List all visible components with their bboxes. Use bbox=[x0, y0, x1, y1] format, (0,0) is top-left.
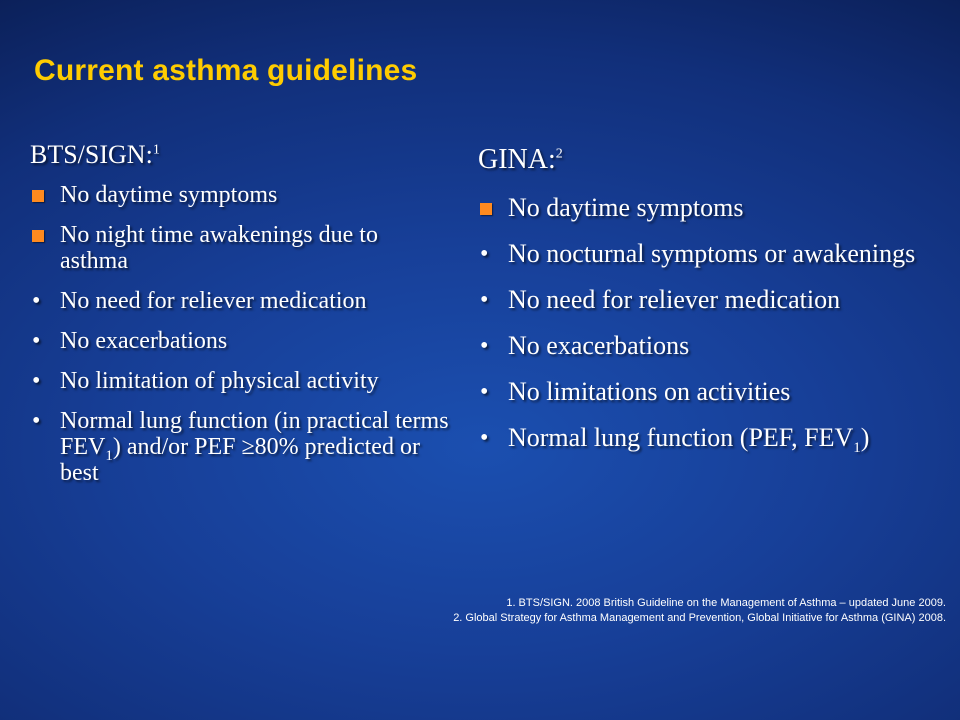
square-bullet-icon bbox=[32, 190, 44, 202]
criterion-text-end: ) bbox=[860, 423, 870, 452]
round-bullet-icon: • bbox=[480, 379, 489, 405]
list-item bbox=[30, 288, 450, 314]
bts-sign-reference-marker: 1 bbox=[152, 142, 160, 158]
slide-title: Current asthma guidelines bbox=[34, 54, 418, 87]
fev-subscript: 1 bbox=[105, 447, 113, 464]
square-bullet-icon bbox=[480, 203, 492, 215]
criterion-text: No need for reliever medication bbox=[508, 285, 841, 314]
gina-heading-text: GINA: bbox=[478, 144, 556, 175]
list-item bbox=[478, 331, 948, 361]
bts-sign-heading-text: BTS/SIGN: bbox=[30, 140, 153, 169]
list-item bbox=[30, 182, 450, 208]
criterion-text: No daytime symptoms bbox=[60, 182, 278, 208]
list-item bbox=[478, 239, 948, 269]
reference-2: 2. Global Strategy for Asthma Management and Prevention, Global Initiative for Asthma (GINA) 2008. bbox=[453, 612, 946, 624]
list-item bbox=[30, 328, 450, 354]
list-item bbox=[30, 408, 450, 486]
round-bullet-icon: • bbox=[32, 328, 41, 354]
criterion-text: No limitation of physical activity bbox=[60, 368, 379, 394]
round-bullet-icon: • bbox=[480, 241, 489, 267]
criterion-text-end: ) and/or PEF ≥80% predicted or best bbox=[60, 434, 420, 486]
gina-column bbox=[478, 145, 948, 469]
bts-sign-criteria-list bbox=[30, 182, 450, 486]
square-bullet-icon bbox=[32, 230, 44, 242]
round-bullet-icon: • bbox=[480, 425, 489, 451]
list-item bbox=[30, 368, 450, 394]
criterion-text: No nocturnal symptoms or awakenings bbox=[508, 239, 916, 268]
round-bullet-icon: • bbox=[480, 333, 489, 359]
list-item bbox=[478, 377, 948, 407]
criterion-text-start: Normal lung function (PEF, FEV bbox=[508, 423, 854, 452]
round-bullet-icon: • bbox=[32, 368, 41, 394]
gina-criteria-list bbox=[478, 193, 948, 457]
criterion-text: No exacerbations bbox=[508, 331, 690, 360]
fev-subscript: 1 bbox=[853, 440, 861, 457]
criterion-text: No need for reliever medication bbox=[60, 288, 367, 314]
bts-sign-column bbox=[30, 140, 450, 500]
references bbox=[453, 596, 946, 626]
list-item bbox=[30, 222, 450, 274]
round-bullet-icon: • bbox=[32, 288, 41, 314]
criterion-text: No night time awakenings due to asthma bbox=[60, 222, 378, 274]
criterion-text: No limitations on activities bbox=[508, 377, 791, 406]
list-item bbox=[478, 423, 948, 457]
criterion-text-start: Normal lung function (in practical terms FEV bbox=[60, 408, 449, 460]
list-item bbox=[478, 193, 948, 223]
gina-reference-marker: 2 bbox=[555, 146, 563, 162]
gina-heading bbox=[478, 145, 948, 175]
round-bullet-icon: • bbox=[32, 408, 41, 434]
list-item bbox=[478, 285, 948, 315]
round-bullet-icon: • bbox=[480, 287, 489, 313]
bts-sign-heading bbox=[30, 140, 450, 170]
criterion-text: No daytime symptoms bbox=[508, 193, 744, 222]
criterion-text: No exacerbations bbox=[60, 328, 228, 354]
reference-1: 1. BTS/SIGN. 2008 British Guideline on the Management of Asthma – updated June 2009. bbox=[506, 597, 946, 609]
